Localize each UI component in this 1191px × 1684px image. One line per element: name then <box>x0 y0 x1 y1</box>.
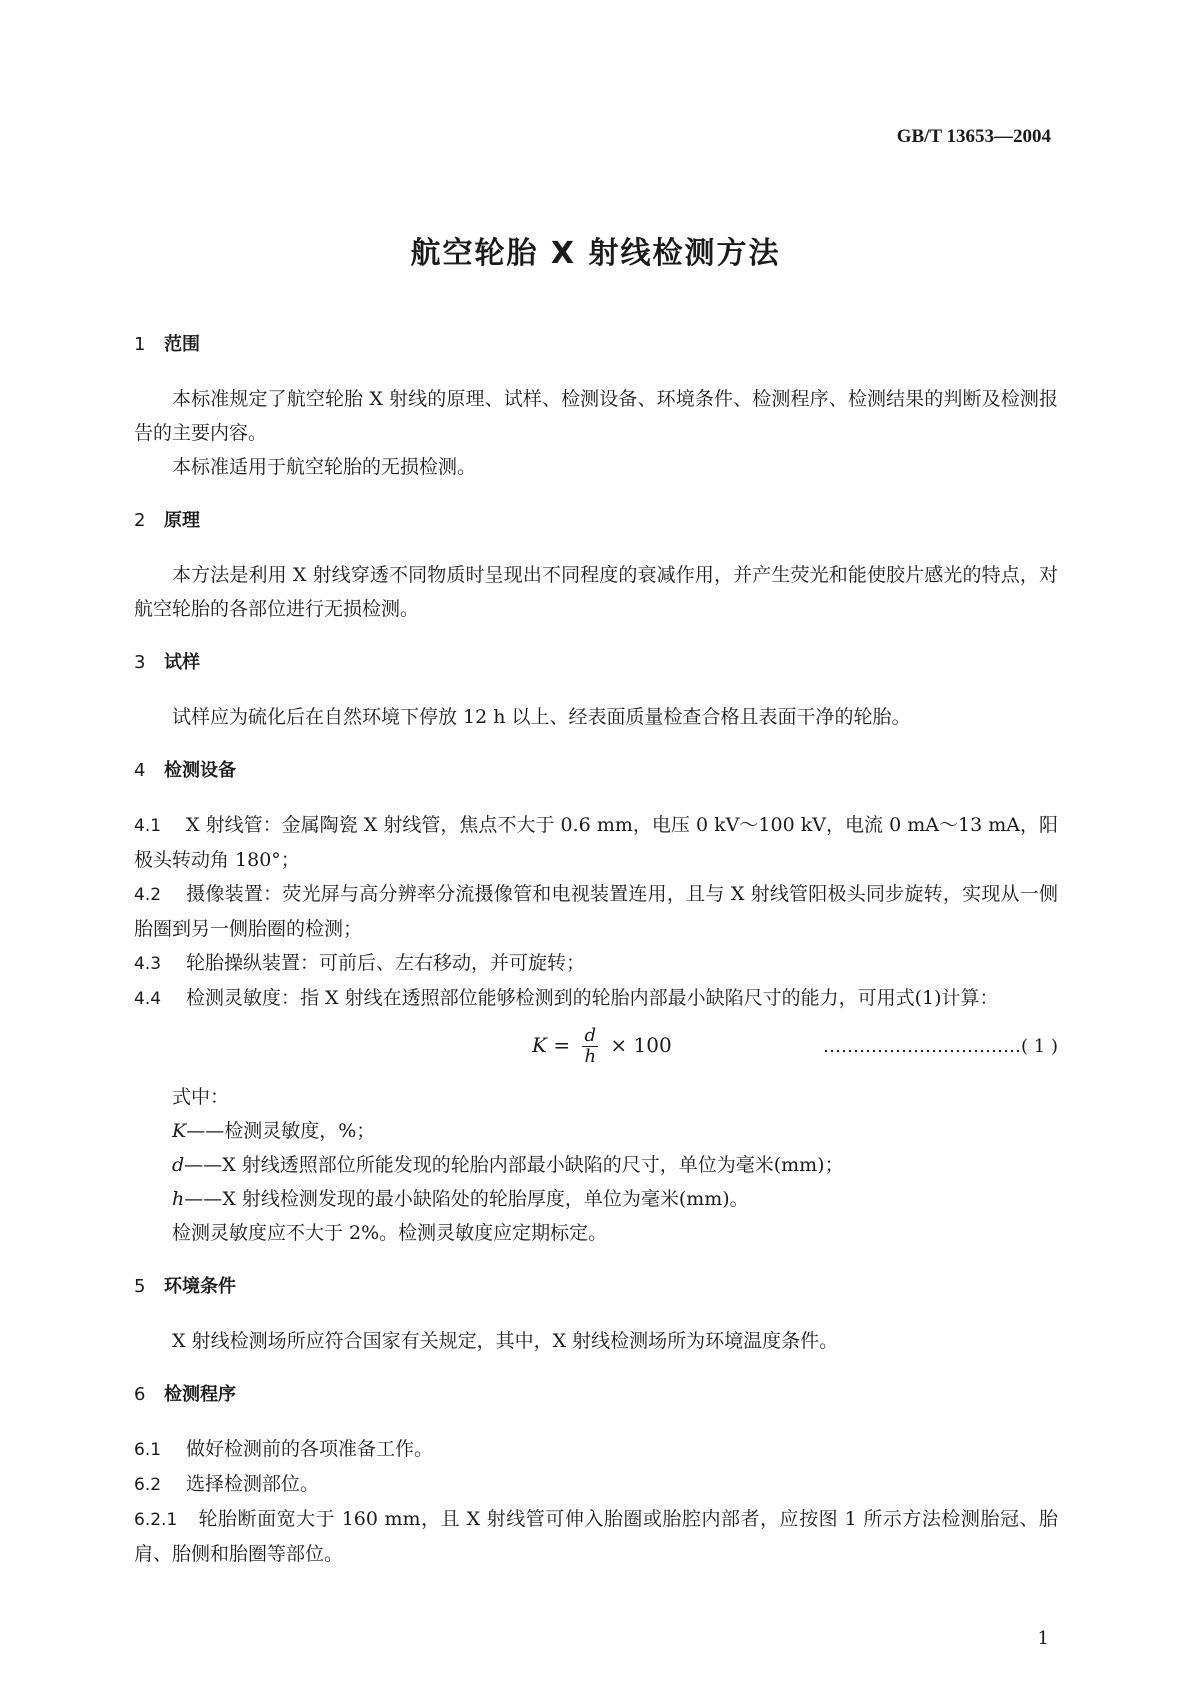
section-title: 原理 <box>164 510 200 531</box>
formula-numerator: d <box>582 1026 598 1047</box>
formula-leader-dots: …………………………… <box>823 1036 1022 1057</box>
clause-number: 4.1 <box>134 816 162 836</box>
section-title: 检测程序 <box>164 1384 236 1405</box>
clause-6-1 <box>134 1432 1058 1467</box>
clause-text: 轮胎操纵装置：可前后、左右移动，并可旋转； <box>186 952 586 974</box>
section-title: 环境条件 <box>164 1276 236 1297</box>
section-number: 5 <box>134 1276 146 1297</box>
section-number: 4 <box>134 760 146 781</box>
section-title: 检测设备 <box>164 760 236 781</box>
formula-fraction <box>582 1026 598 1067</box>
clause-4-1 <box>134 808 1058 877</box>
page-number: 1 <box>1037 1628 1049 1649</box>
document-title: 航空轮胎 X 射线检测方法 <box>410 236 781 271</box>
formula-times: × 100 <box>610 1033 672 1057</box>
clause-4-2 <box>134 877 1058 946</box>
section-heading-procedure <box>134 1378 1058 1412</box>
definition-d <box>134 1148 1058 1182</box>
section-title: 试样 <box>164 652 200 673</box>
clause-6-2 <box>134 1467 1058 1502</box>
section-title: 范围 <box>164 334 200 355</box>
where-label: 式中： <box>172 1086 230 1108</box>
clause-4-4 <box>134 981 1058 1016</box>
section-number: 1 <box>134 334 146 355</box>
clause-text: 轮胎断面宽大于 160 mm，且 X 射线管可伸入胎圈或胎腔内部者，应按图 1 所示方法检测胎冠、胎肩、胎侧和胎圈等部位。 <box>134 1508 1058 1565</box>
section-heading-environment <box>134 1270 1058 1304</box>
paragraph: 本标准规定了航空轮胎 X 射线的原理、试样、检测设备、环境条件、检测程序、检测结果的判断及检测报告的主要内容。 <box>134 388 1058 444</box>
document-code: GB/T 13653—2004 <box>896 126 1051 147</box>
formula-expression <box>532 1026 672 1067</box>
definition-h <box>134 1182 1058 1216</box>
document-body <box>134 328 1058 1571</box>
definition-text: ——检测灵敏度，%； <box>186 1120 376 1142</box>
clause-number: 4.2 <box>134 885 162 905</box>
clause-number: 4.3 <box>134 954 162 974</box>
formula-denominator: h <box>584 1046 597 1067</box>
paragraph: X 射线检测场所应符合国家有关规定，其中，X 射线检测场所为环境温度条件。 <box>172 1330 839 1352</box>
clause-number: 6.1 <box>134 1440 162 1460</box>
paragraph: 试样应为硫化后在自然环境下停放 12 h 以上、经表面质量检查合格且表面干净的轮胎。 <box>172 706 911 728</box>
clause-number: 4.4 <box>134 989 162 1009</box>
clause-number: 6.2.1 <box>134 1510 178 1530</box>
paragraph: 本标准适用于航空轮胎的无损检测。 <box>172 456 477 478</box>
section-heading-specimen <box>134 646 1058 680</box>
clause-number: 6.2 <box>134 1475 162 1495</box>
section-number: 2 <box>134 510 146 531</box>
section-number: 3 <box>134 652 146 673</box>
clause-text: 选择检测部位。 <box>186 1473 320 1495</box>
definition-text: ——X 射线检测发现的最小缺陷处的轮胎厚度，单位为毫米(mm)。 <box>184 1188 749 1210</box>
definition-k <box>134 1114 1058 1148</box>
formula-lhs: K <box>532 1033 547 1057</box>
section-heading-principle <box>134 504 1058 538</box>
definition-text: ——X 射线透照部位所能发现的轮胎内部最小缺陷的尺寸，单位为毫米(mm)； <box>184 1154 844 1176</box>
section-heading-equipment <box>134 754 1058 788</box>
section-number: 6 <box>134 1384 146 1405</box>
formula-number <box>823 1030 1058 1064</box>
sensitivity-note: 检测灵敏度应不大于 2%。检测灵敏度应定期标定。 <box>172 1222 608 1244</box>
clause-text: 检测灵敏度：指 X 射线在透照部位能够检测到的轮胎内部最小缺陷尺寸的能力，可用式(1)计算： <box>186 987 999 1009</box>
definition-symbol: h <box>172 1188 185 1210</box>
paragraph: 本方法是利用 X 射线穿透不同物质时呈现出不同程度的衰减作用，并产生荧光和能使胶片感光的特点，对航空轮胎的各部位进行无损检测。 <box>134 564 1058 620</box>
clause-text: X 射线管：金属陶瓷 X 射线管，焦点不大于 0.6 mm，电压 0 kV～100 kV，电流 0 mA～13 mA，阳极头转动角 180°； <box>134 814 1058 871</box>
clause-6-2-1 <box>134 1502 1058 1571</box>
formula-label: ( 1 ) <box>1021 1036 1058 1057</box>
clause-text: 摄像装置：荧光屏与高分辨率分流摄像管和电视装置连用，且与 X 射线管阳极头同步旋转，实现从一侧胎圈到另一侧胎圈的检测； <box>134 883 1058 940</box>
clause-4-3 <box>134 946 1058 981</box>
definition-symbol: d <box>172 1154 185 1176</box>
definition-symbol: K <box>172 1120 187 1142</box>
section-heading-scope <box>134 328 1058 362</box>
formula-equals: = <box>553 1033 571 1057</box>
formula-1 <box>134 1020 1058 1074</box>
clause-text: 做好检测前的各项准备工作。 <box>186 1438 434 1460</box>
